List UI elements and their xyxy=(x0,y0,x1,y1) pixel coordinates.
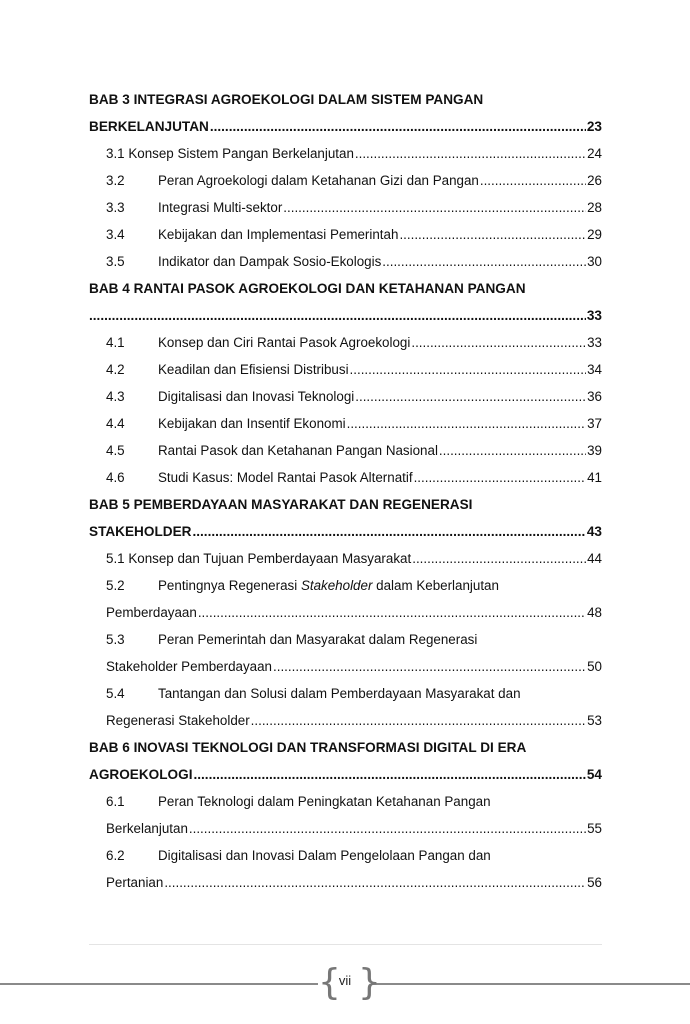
dot-leader xyxy=(439,437,586,464)
dot-leader xyxy=(251,707,586,734)
entry-label: Indikator dan Dampak Sosio-Ekologis xyxy=(158,254,382,269)
dot-leader xyxy=(414,464,587,491)
dot-leader xyxy=(399,221,586,248)
entry-label: Digitalisasi dan Inovasi Dalam Pengelolaan Pangan dan xyxy=(158,848,491,863)
entry-number: 3.3 xyxy=(106,200,125,215)
entry-number: 3.4 xyxy=(106,227,125,242)
entry-label-continued: Pemberdayaan xyxy=(106,605,197,620)
toc-entry-5-1[interactable] xyxy=(89,545,602,572)
chapter-6-title[interactable] xyxy=(89,734,602,761)
toc-entry-3-2[interactable] xyxy=(89,167,602,194)
toc-entry-4-3[interactable] xyxy=(89,383,602,410)
entry-number: 3.2 xyxy=(106,173,125,188)
chapter-6-entry[interactable] xyxy=(89,761,602,788)
footer-line-right xyxy=(372,983,690,985)
page-number: 30 xyxy=(587,254,602,269)
toc-entry-5-2[interactable] xyxy=(89,572,602,599)
chapter-3-entry[interactable] xyxy=(89,113,602,140)
chapter-5-title-line-1: BAB 5 PEMBERDAYAAN MASYARAKAT DAN REGENERASI xyxy=(89,497,473,512)
toc-entry-3-5[interactable] xyxy=(89,248,602,275)
page-number: 37 xyxy=(587,416,602,431)
toc-entry-3-3[interactable] xyxy=(89,194,602,221)
page-number: 26 xyxy=(587,173,602,188)
table-of-contents xyxy=(89,86,602,896)
page-number: 34 xyxy=(587,362,602,377)
toc-entry-6-2[interactable] xyxy=(89,842,602,869)
entry-label-continued: Berkelanjutan xyxy=(106,821,188,836)
dot-leader xyxy=(355,140,586,167)
dot-leader xyxy=(89,302,586,329)
dot-leader xyxy=(480,167,586,194)
entry-label: Rantai Pasok dan Ketahanan Pangan Nasional xyxy=(158,443,438,458)
page-number: 44 xyxy=(587,551,602,566)
toc-entry-6-2-continued[interactable] xyxy=(89,869,602,896)
toc-entry-5-3[interactable] xyxy=(89,626,602,653)
toc-entry-5-3-continued[interactable] xyxy=(89,653,602,680)
entry-number: 4.2 xyxy=(106,362,125,377)
chapter-4-title-line: BAB 4 RANTAI PASOK AGROEKOLOGI DAN KETAHANAN PANGAN xyxy=(89,281,526,296)
chapter-5-title[interactable] xyxy=(89,491,602,518)
toc-entry-3-4[interactable] xyxy=(89,221,602,248)
dot-leader xyxy=(350,356,587,383)
toc-entry-6-1[interactable] xyxy=(89,788,602,815)
dot-leader xyxy=(347,410,587,437)
chapter-4-entry[interactable] xyxy=(89,302,602,329)
entry-number: 5.3 xyxy=(106,632,125,647)
page-number: 23 xyxy=(586,119,602,134)
page-number: 41 xyxy=(587,470,602,485)
dot-leader xyxy=(283,194,586,221)
entry-label: Kebijakan dan Implementasi Pemerintah xyxy=(158,227,399,242)
toc-entry-4-5[interactable] xyxy=(89,437,602,464)
entry-label: 3.1 Konsep Sistem Pangan Berkelanjutan xyxy=(106,146,354,161)
entry-number: 6.2 xyxy=(106,848,125,863)
entry-number: 3.5 xyxy=(106,254,125,269)
page-number: 33 xyxy=(587,335,602,350)
dot-leader xyxy=(412,545,586,572)
footer-divider xyxy=(89,944,602,945)
page-number: 53 xyxy=(587,713,602,728)
page-number: 50 xyxy=(587,659,602,674)
entry-number: 4.1 xyxy=(106,335,125,350)
toc-entry-5-4[interactable] xyxy=(89,680,602,707)
entry-number: 5.4 xyxy=(106,686,125,701)
toc-entry-4-2[interactable] xyxy=(89,356,602,383)
entry-label: Digitalisasi dan Inovasi Teknologi xyxy=(158,389,355,404)
entry-label: Keadilan dan Efisiensi Distribusi xyxy=(158,362,349,377)
right-brace-icon: } xyxy=(358,962,381,1003)
toc-entry-4-4[interactable] xyxy=(89,410,602,437)
dot-leader xyxy=(192,518,585,545)
page-number: 48 xyxy=(587,605,602,620)
left-brace-icon: { xyxy=(318,962,341,1003)
chapter-4-title[interactable] xyxy=(89,275,602,302)
footer-line-left xyxy=(0,983,318,985)
entry-number: 4.4 xyxy=(106,416,125,431)
dot-leader xyxy=(355,383,586,410)
chapter-3-title[interactable] xyxy=(89,86,602,113)
toc-entry-4-1[interactable] xyxy=(89,329,602,356)
entry-label: Peran Teknologi dalam Peningkatan Ketahanan Pangan xyxy=(158,794,491,809)
chapter-3-title-line-2: BERKELANJUTAN xyxy=(89,119,209,134)
chapter-3-title-line-1: BAB 3 INTEGRASI AGROEKOLOGI DALAM SISTEM PANGAN xyxy=(89,92,484,107)
entry-label-italic: Stakeholder xyxy=(300,578,373,593)
entry-number: 4.5 xyxy=(106,443,125,458)
chapter-5-entry[interactable] xyxy=(89,518,602,545)
chapter-6-title-line-1: BAB 6 INOVASI TEKNOLOGI DAN TRANSFORMASI DIGITAL DI ERA xyxy=(89,740,527,755)
entry-label: Peran Pemerintah dan Masyarakat dalam Regenerasi xyxy=(158,632,478,647)
entry-label-continued: Regenerasi Stakeholder xyxy=(106,713,250,728)
page-number: 24 xyxy=(587,146,602,161)
entry-label: Tantangan dan Solusi dalam Pemberdayaan Masyarakat dan xyxy=(158,686,521,701)
page-number: 39 xyxy=(587,443,602,458)
entry-label: Peran Agroekologi dalam Ketahanan Gizi dan Pangan xyxy=(158,173,479,188)
page-number: 55 xyxy=(587,821,602,836)
dot-leader xyxy=(273,653,586,680)
entry-label: Pentingnya Regenerasi xyxy=(158,578,301,593)
footer-page-number: vii xyxy=(338,973,352,988)
dot-leader xyxy=(193,761,585,788)
entry-label: Kebijakan dan Insentif Ekonomi xyxy=(158,416,346,431)
dot-leader xyxy=(210,113,586,140)
entry-label-rest: dalam Keberlanjutan xyxy=(372,578,499,593)
entry-label: Studi Kasus: Model Rantai Pasok Alternatif xyxy=(158,470,413,485)
chapter-6-title-line-2: AGROEKOLOGI xyxy=(89,767,193,782)
page-number: 56 xyxy=(587,875,602,890)
toc-entry-6-1-continued[interactable] xyxy=(89,815,602,842)
toc-entry-5-2-continued[interactable] xyxy=(89,599,602,626)
page-number: 36 xyxy=(587,389,602,404)
entry-label: Konsep dan Ciri Rantai Pasok Agroekologi xyxy=(158,335,411,350)
page-number: 33 xyxy=(586,308,602,323)
dot-leader xyxy=(198,599,586,626)
page-number: 28 xyxy=(587,200,602,215)
entry-label-continued: Stakeholder Pemberdayaan xyxy=(106,659,273,674)
entry-number: 6.1 xyxy=(106,794,125,809)
entry-label: Integrasi Multi-sektor xyxy=(158,200,283,215)
page-number: 43 xyxy=(586,524,602,539)
entry-label: 5.1 Konsep dan Tujuan Pemberdayaan Masyarakat xyxy=(106,551,412,566)
dot-leader xyxy=(164,869,586,896)
toc-entry-5-4-continued[interactable] xyxy=(89,707,602,734)
toc-entry-3-1[interactable] xyxy=(89,140,602,167)
chapter-5-title-line-2: STAKEHOLDER xyxy=(89,524,192,539)
dot-leader xyxy=(189,815,586,842)
page-number: 29 xyxy=(587,227,602,242)
dot-leader xyxy=(411,329,586,356)
page-number: 54 xyxy=(586,767,602,782)
entry-number: 5.2 xyxy=(106,578,125,593)
entry-number: 4.6 xyxy=(106,470,125,485)
entry-number: 4.3 xyxy=(106,389,125,404)
toc-entry-4-6[interactable] xyxy=(89,464,602,491)
entry-label-continued: Pertanian xyxy=(106,875,164,890)
dot-leader xyxy=(382,248,586,275)
